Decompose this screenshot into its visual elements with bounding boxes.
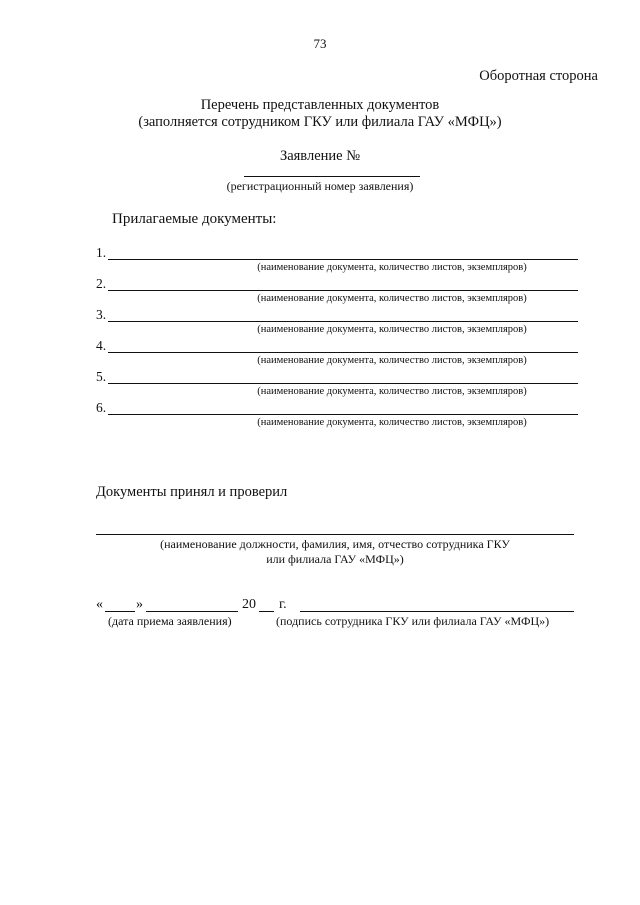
entry-number: 3. [96,307,107,322]
signature-caption: (подпись сотрудника ГКУ или филиала ГАУ «МФЦ») [276,614,550,628]
document-caption: (наименование документа, количество листов, экземпляров) [257,355,527,366]
document-field[interactable] [108,383,578,384]
title-line-2: (заполняется сотрудником ГКУ или филиала ГАУ «МФЦ») [138,114,502,130]
close-quote: » [136,597,143,612]
document-field[interactable] [108,259,578,260]
entry-number: 6. [96,400,107,415]
employee-caption [96,537,574,567]
title-line-1: Перечень представленных документов [200,97,440,113]
entry-number: 2. [96,276,107,291]
document-field[interactable] [108,414,578,415]
entry-number: 5. [96,369,107,384]
signature-field[interactable] [300,611,574,612]
accepted-by-heading: Документы принял и проверил [96,484,288,500]
employee-caption-line-2: или филиала ГАУ «МФЦ») [266,552,404,566]
attached-documents-heading: Прилагаемые документы: [112,211,277,227]
document-field[interactable] [108,290,578,291]
side-label: Оборотная сторона [479,68,598,84]
document-entry [96,400,578,428]
day-field[interactable] [105,611,135,612]
document-title [0,97,640,131]
year-field[interactable] [259,611,274,612]
open-quote: « [96,597,103,612]
employee-caption-line-1: (наименование должности, фамилия, имя, отчество сотрудника ГКУ [160,537,510,551]
document-field[interactable] [108,352,578,353]
year-prefix: 20 [242,597,256,612]
document-caption: (наименование документа, количество листов, экземпляров) [257,386,527,397]
document-entry [96,245,578,273]
year-suffix: г. [279,597,287,612]
document-caption: (наименование документа, количество листов, экземпляров) [257,293,527,304]
document-field[interactable] [108,321,578,322]
entry-number: 1. [96,245,107,260]
document-entry [96,369,578,397]
document-entry [96,276,578,304]
document-caption: (наименование документа, количество листов, экземпляров) [257,262,527,273]
employee-name-field[interactable] [96,534,574,535]
document-caption: (наименование документа, количество листов, экземпляров) [257,417,527,428]
page-number: 73 [313,36,327,51]
application-number-label: Заявление № [279,148,361,164]
date-caption: (дата приема заявления) [108,614,232,628]
entry-number: 4. [96,338,107,353]
reg-number-field[interactable] [244,176,420,177]
document-entry [96,338,578,366]
month-field[interactable] [146,611,238,612]
reg-number-caption: (регистрационный номер заявления) [226,179,414,193]
document-caption: (наименование документа, количество листов, экземпляров) [257,324,527,335]
document-entry [96,307,578,335]
